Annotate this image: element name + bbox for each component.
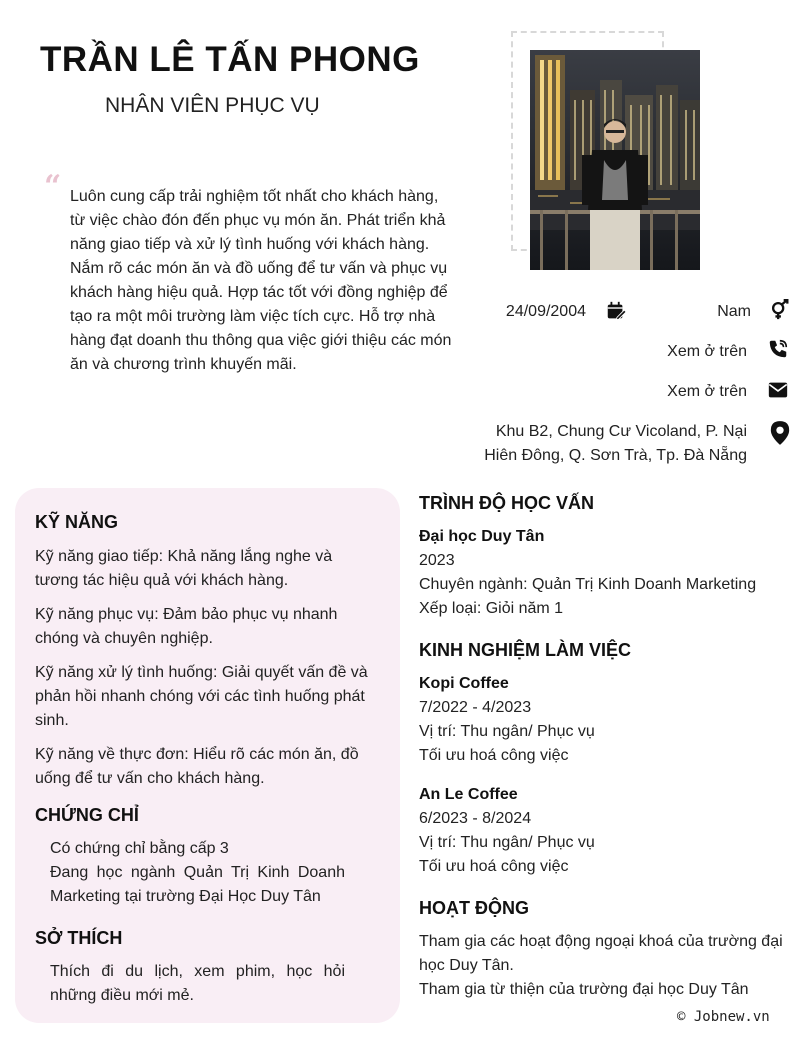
- job-company: Kopi Coffee: [419, 675, 509, 692]
- envelope-icon: [767, 379, 789, 401]
- skill-item: Kỹ năng phục vụ: Đảm bảo phục vụ nhanh chóng và chuyên nghiệp.: [35, 606, 338, 647]
- experience-heading: KINH NGHIỆM LÀM VIỆC: [419, 640, 632, 660]
- activities-text: Tham gia các hoạt động ngoại khoá của trường đại học Duy Tân.: [419, 933, 783, 974]
- job-position: Vị trí: Thu ngân/ Phục vụ: [419, 834, 595, 851]
- map-pin-icon: [769, 420, 791, 446]
- footer-copyright: © Jobnew.vn: [677, 1009, 770, 1025]
- education-year: 2023: [419, 552, 455, 569]
- education-major: Chuyên ngành: Quản Trị Kinh Doanh Marketing: [419, 576, 757, 593]
- address-line-1: Khu B2, Chung Cư Vicoland, P. Nại: [495, 423, 747, 440]
- skill-item: Kỹ năng xử lý tình huống: Giải quyết vấn đề và phản hồi nhanh chóng với các tình huống phát sinh.: [35, 664, 368, 729]
- hobbies-text: Thích đi du lịch, xem phim, học hỏi những điều mới mẻ.: [50, 963, 345, 1004]
- phone-icon: [767, 338, 789, 360]
- job-position: Vị trí: Thu ngân/ Phục vụ: [419, 723, 595, 740]
- candidate-name: TRẦN LÊ TẤN PHONG: [40, 40, 420, 79]
- certificate-text: Đang học ngành Quản Trị Kinh Doanh Marketing tại trường Đại Học Duy Tân: [50, 864, 345, 905]
- job-period: 7/2022 - 4/2023: [419, 699, 532, 716]
- gender-text: Nam: [717, 303, 751, 320]
- career-summary: Luôn cung cấp trải nghiệm tốt nhất cho khách hàng, từ việc chào đón đến phục vụ món ăn. Phát triển khả năng giao tiếp và xử lý tình huống với khách hàng. Nắm rõ các món ăn và đồ uống để tư vấn và phục vụ khách hàng hiệu quả. Hợp tác tốt với đồng nghiệp để tạo ra một môi trường làm việc tích cực. Hỗ trợ nhà hàng đạt doanh thu thông qua việc giới thiệu các món ăn và chương trình khuyến mãi.: [70, 188, 452, 373]
- skill-item: Kỹ năng về thực đơn: Hiểu rõ các món ăn, đồ uống để tư vấn cho khách hàng.: [35, 746, 359, 787]
- profile-photo: [530, 50, 700, 270]
- email-text: Xem ở trên: [667, 383, 747, 400]
- job-period: 6/2023 - 8/2024: [419, 810, 532, 827]
- job-note: Tối ưu hoá công việc: [419, 858, 569, 875]
- gender-icon: [769, 299, 791, 321]
- quote-icon: “: [44, 169, 62, 204]
- birthday-text: 24/09/2004: [505, 303, 586, 320]
- school-name: Đại học Duy Tân: [419, 528, 545, 545]
- hobbies-heading: SỞ THÍCH: [35, 928, 123, 948]
- skill-item: Kỹ năng giao tiếp: Khả năng lắng nghe và tương tác hiệu quả với khách hàng.: [35, 548, 333, 589]
- certificate-text: Có chứng chỉ bằng cấp 3: [50, 840, 229, 857]
- skills-heading: KỸ NĂNG: [35, 512, 119, 532]
- education-grade: Xếp loại: Giỏi năm 1: [419, 600, 564, 617]
- activities-text-2: Tham gia từ thiện của trường đại học Duy Tân: [419, 981, 749, 998]
- activities-heading: HOẠT ĐỘNG: [419, 898, 529, 918]
- certificates-heading: CHỨNG CHỈ: [35, 805, 139, 825]
- job-note: Tối ưu hoá công việc: [419, 747, 569, 764]
- phone-text: Xem ở trên: [667, 343, 747, 360]
- address-line-2: Hiên Đông, Q. Sơn Trà, Tp. Đà Nẵng: [484, 447, 747, 464]
- job-title: NHÂN VIÊN PHỤC VỤ: [105, 94, 320, 117]
- education-heading: TRÌNH ĐỘ HỌC VẤN: [419, 493, 594, 513]
- job-company: An Le Coffee: [419, 786, 518, 803]
- calendar-edit-icon: [605, 300, 627, 322]
